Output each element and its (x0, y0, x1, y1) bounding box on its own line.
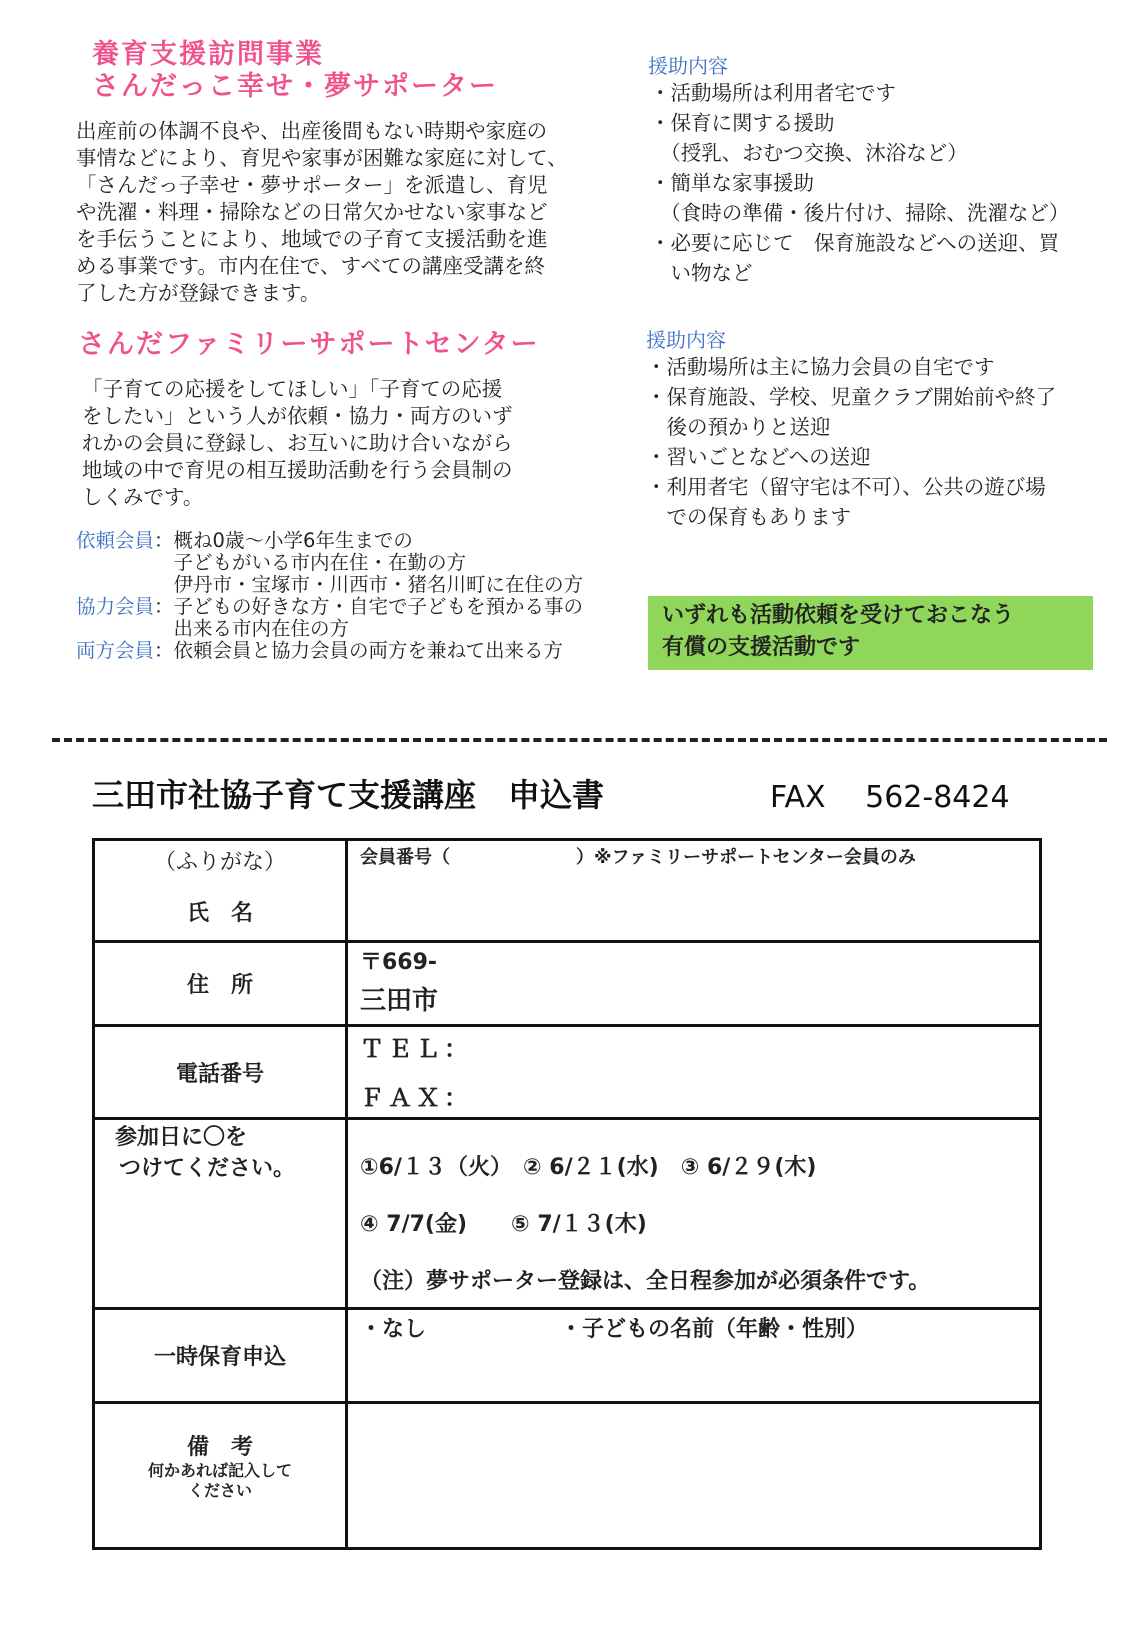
label-name (94, 840, 347, 942)
childcare-option-none: ・なし (360, 1317, 427, 1342)
childcare-field[interactable] (347, 1309, 1041, 1403)
member-desc-line: 依頼会員と協力会員の両方を兼ねて出来る方 (173, 639, 564, 662)
list-item: ・活動場所は利用者宅です (650, 81, 896, 105)
member-number: 会員番号（ ）※ファミリーサポートセンター会員のみ (360, 847, 916, 868)
list-item: ・簡単な家事援助 (650, 171, 814, 195)
member-desc-line: 子どもの好きな方・自宅で子どもを預かる事の (173, 595, 584, 618)
label-remarks-sub: 何かあれば記入して (147, 1461, 292, 1480)
label-phone: 電話番号 (94, 1026, 347, 1119)
row-dates (94, 1119, 1041, 1309)
text-line: しくみです。 (82, 485, 204, 509)
text-line: や洗濯・料理・掃除などの日常欠かせない家事など (76, 200, 548, 224)
label-dates-line: つけてください。 (119, 1156, 296, 1181)
label-remarks-sub: ください (187, 1481, 252, 1500)
list-item: （授乳、おむつ交換、沐浴など） (650, 141, 968, 165)
list-item: ・習いごとなどへの送迎 (646, 445, 871, 469)
section1-title-line2: さんだっこ幸せ・夢サポーター (92, 71, 498, 102)
list-item: ・保育に関する援助 (650, 111, 835, 135)
member-type-cooperate (76, 596, 583, 640)
text-line: 地域の中で育児の相互援助活動を行う会員制の (82, 458, 513, 482)
note-box (648, 596, 1093, 670)
member-desc-line: 子どもがいる市内在住・在勤の方 (173, 551, 467, 574)
member-desc (174, 640, 564, 662)
dates-note: （注）夢サポーター登録は、全日程参加が必須条件です。 (360, 1269, 931, 1294)
section2-description (82, 376, 513, 511)
member-type-request (76, 530, 583, 596)
childcare-option-name: ・子どもの名前（年齢・性別） (560, 1317, 869, 1342)
label-remarks-text: 備 考 (186, 1435, 253, 1460)
text-line: める事業です。市内在住で、すべての講座受講を終 (76, 254, 546, 278)
row-address (94, 942, 1041, 1026)
text-line: 「さんだっ子幸せ・夢サポーター」を派遣し、育児 (76, 173, 548, 197)
form-title: 三田市社協子育て支援講座 申込書 (92, 776, 605, 814)
dates-line: ④ 7/7(金) ⑤ 7/１３(木) (360, 1212, 647, 1237)
text-line: れかの会員に登録し、お互いに助け合いながら (82, 431, 513, 455)
member-types (76, 530, 583, 662)
form-fax-number: FAX 562-8424 (770, 780, 1010, 815)
dates-line: ①6/１３（火） ② 6/２１(水) ③ 6/２９(木) (360, 1155, 817, 1180)
list-item: ・活動場所は主に協力会員の自宅です (646, 355, 995, 379)
member-label: 協力会員 (76, 595, 155, 618)
member-desc (174, 596, 584, 640)
section1-assist-list (650, 78, 1069, 288)
member-sep: ： (154, 595, 174, 618)
fax-label: ＦＡＸ： (360, 1084, 472, 1112)
text-line: をしたい」という人が依頼・協力・両方のいず (82, 404, 513, 428)
row-childcare (94, 1309, 1041, 1403)
list-item: い物など (650, 261, 753, 285)
list-item: ・保育施設、学校、児童クラブ開始前や終了 (646, 385, 1056, 409)
member-type-both (76, 640, 583, 662)
row-remarks (94, 1403, 1041, 1549)
section2-assist-list (646, 352, 1056, 532)
tel-label: ＴＥＬ： (360, 1035, 472, 1063)
label-remarks (94, 1403, 347, 1549)
dates-field[interactable] (347, 1119, 1041, 1309)
row-phone (94, 1026, 1041, 1119)
member-label: 両方会員 (76, 639, 155, 662)
member-label: 依頼会員 (76, 529, 155, 552)
list-item: ・利用者宅（留守宅は不可）、公共の遊び場 (646, 475, 1046, 499)
member-desc-line: 出来る市内在住の方 (173, 617, 350, 640)
note-line: いずれも活動依頼を受けておこなう (662, 603, 1015, 628)
application-form-table (92, 838, 1042, 1550)
label-childcare: 一時保育申込 (94, 1309, 347, 1403)
name-field[interactable] (347, 840, 1041, 942)
list-item: ・必要に応じて 保育施設などへの送迎、買 (650, 231, 1060, 255)
address-city: 三田市 (360, 986, 439, 1016)
member-desc-line: 概ね0歳～小学6年生までの (173, 529, 413, 552)
list-item: での保育もあります (646, 505, 851, 529)
section1-description (76, 118, 568, 307)
cut-line-divider (52, 738, 1107, 742)
section2-title: さんだファミリーサポートセンター (78, 329, 540, 360)
text-line: を手伝うことにより、地域での子育て支援活動を進 (76, 227, 548, 251)
member-sep: ： (154, 639, 174, 662)
text-line: 事情などにより、育児や家事が困難な家庭に対して、 (76, 146, 568, 170)
member-sep: ： (154, 529, 174, 552)
remarks-field[interactable] (347, 1403, 1041, 1549)
label-name-text: 氏 名 (186, 901, 253, 926)
text-line: 了した方が登録できます。 (76, 281, 321, 305)
list-item: （食時の準備・後片付け、掃除、洗濯など） (650, 201, 1070, 225)
postal-code: 〒669- (360, 950, 438, 975)
note-line: 有償の支援活動です (662, 635, 861, 660)
address-field[interactable] (347, 942, 1041, 1026)
text-line: 出産前の体調不良や、出産後間もない時期や家庭の (76, 119, 548, 143)
label-furigana: （ふりがな） (153, 850, 286, 875)
member-desc-line: 伊丹市・宝塚市・川西市・猪名川町に在住の方 (173, 573, 584, 596)
childcare-options (348, 1310, 1039, 1347)
label-dates-line: 参加日に〇を (115, 1125, 248, 1150)
label-dates (94, 1119, 347, 1309)
member-desc (174, 530, 584, 596)
row-name (94, 840, 1041, 942)
list-item: 後の預かりと送迎 (646, 415, 831, 439)
text-line: 「子育ての応援をしてほしい」「子育ての応援 (82, 377, 503, 401)
phone-field[interactable] (347, 1026, 1041, 1119)
section1-assist-label: 援助内容 (648, 54, 728, 78)
label-address: 住 所 (94, 942, 347, 1026)
section2-assist-label: 援助内容 (646, 328, 726, 352)
section1-title-line1: 養育支援訪問事業 (92, 39, 324, 70)
